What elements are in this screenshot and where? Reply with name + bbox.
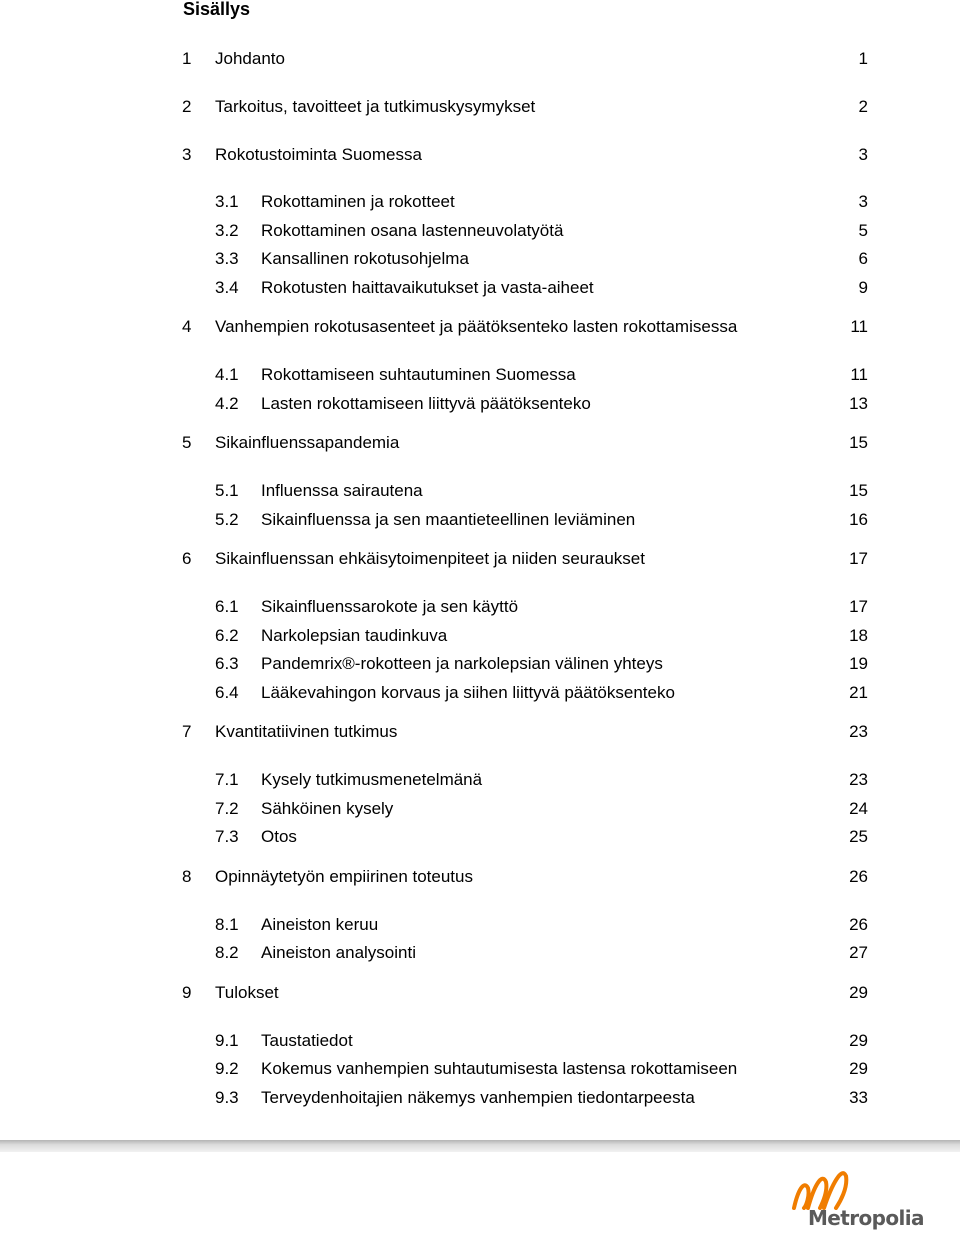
toc-page-number: 11	[850, 365, 868, 384]
toc-subentry[interactable]	[0, 220, 960, 242]
toc-label: Kokemus vanhempien suhtautumisesta lastensa rokottamiseen	[261, 1059, 738, 1078]
toc-subentry[interactable]	[0, 596, 960, 618]
toc-number: 4.1	[215, 365, 239, 384]
toc-subentry[interactable]	[0, 1087, 960, 1109]
toc-entry[interactable]	[0, 96, 960, 118]
toc-number: 3	[182, 145, 192, 164]
toc-page-number: 29	[849, 983, 868, 1002]
toc-label: Lääkevahingon korvaus ja siihen liittyvä päätöksenteko	[261, 683, 675, 702]
toc-entry[interactable]	[0, 316, 960, 338]
toc-label: Sikainfluenssapandemia	[215, 433, 400, 452]
toc-label: Kysely tutkimusmenetelmänä	[261, 770, 483, 789]
toc-entry[interactable]	[0, 144, 960, 166]
toc-number: 5.1	[215, 481, 239, 500]
toc-label: Aineiston keruu	[261, 915, 379, 934]
toc-label: Narkolepsian taudinkuva	[261, 626, 448, 645]
toc-label: Terveydenhoitajien näkemys vanhempien tiedontarpeesta	[261, 1088, 695, 1107]
toc-page-number: 16	[849, 510, 868, 529]
logo-text: Metropolia	[808, 1206, 924, 1230]
toc-entry[interactable]	[0, 866, 960, 888]
toc-number: 4	[182, 317, 192, 336]
toc-subentry[interactable]	[0, 625, 960, 647]
toc-subentry[interactable]	[0, 682, 960, 704]
toc-page-number: 33	[849, 1088, 868, 1107]
toc-label: Influenssa sairautena	[261, 481, 423, 500]
toc-entry[interactable]	[0, 432, 960, 454]
toc-number: 5.2	[215, 510, 239, 529]
toc-number: 1	[182, 49, 192, 68]
toc-page-number: 27	[849, 943, 868, 962]
toc-number: 9.1	[215, 1031, 239, 1050]
toc-page-number: 17	[849, 597, 868, 616]
toc-entry[interactable]	[0, 48, 960, 70]
toc-number: 8	[182, 867, 192, 886]
toc-label: Sikainfluenssarokote ja sen käyttö	[261, 597, 519, 616]
toc-page-number: 29	[849, 1031, 868, 1050]
metropolia-mark-icon	[788, 1166, 928, 1210]
toc-label: Tulokset	[215, 983, 279, 1002]
toc-number: 7	[182, 722, 192, 741]
toc-page-number: 23	[849, 722, 868, 741]
toc-number: 2	[182, 97, 192, 116]
toc-number: 9	[182, 983, 192, 1002]
page-title: Sisällys	[183, 0, 251, 19]
toc-label: Tarkoitus, tavoitteet ja tutkimuskysymykset	[215, 97, 536, 116]
toc-label: Otos	[261, 827, 297, 846]
toc-label: Johdanto	[215, 49, 285, 68]
toc-page-number: 18	[849, 626, 868, 645]
toc-page-number: 23	[849, 770, 868, 789]
toc-page-number: 2	[858, 97, 868, 116]
toc-page-number: 11	[850, 317, 868, 336]
toc-number: 6.3	[215, 654, 239, 673]
toc-number: 4.2	[215, 394, 239, 413]
toc-subentry[interactable]	[0, 191, 960, 213]
toc-number: 8.1	[215, 915, 239, 934]
toc-label: Rokottamiseen suhtautuminen Suomessa	[261, 365, 576, 384]
toc-subentry[interactable]	[0, 914, 960, 936]
toc-label: Taustatiedot	[261, 1031, 353, 1050]
toc-page-number: 24	[849, 799, 868, 818]
toc-subentry[interactable]	[0, 1030, 960, 1052]
toc-entry[interactable]	[0, 982, 960, 1004]
toc-label: Sähköinen kysely	[261, 799, 394, 818]
toc-subentry[interactable]	[0, 364, 960, 386]
toc-label: Aineiston analysointi	[261, 943, 416, 962]
toc-subentry[interactable]	[0, 826, 960, 848]
metropolia-logo	[788, 1166, 928, 1232]
toc-number: 5	[182, 433, 192, 452]
toc-subentry[interactable]	[0, 942, 960, 964]
toc-subentry[interactable]	[0, 393, 960, 415]
toc-entry[interactable]	[0, 548, 960, 570]
toc-number: 6.2	[215, 626, 239, 645]
toc-label: Rokotustoiminta Suomessa	[215, 145, 422, 164]
toc-subentry[interactable]	[0, 1058, 960, 1080]
toc-label: Vanhempien rokotusasenteet ja päätöksenteko lasten rokottamisessa	[215, 317, 738, 336]
toc-subentry[interactable]	[0, 769, 960, 791]
toc-page-number: 25	[849, 827, 868, 846]
toc-number: 8.2	[215, 943, 239, 962]
toc-subentry[interactable]	[0, 653, 960, 675]
toc-label: Rokottaminen osana lastenneuvolatyötä	[261, 221, 564, 240]
toc-number: 3.4	[215, 278, 239, 297]
toc-label: Opinnäytetyön empiirinen toteutus	[215, 867, 473, 886]
toc-page-number: 26	[849, 867, 868, 886]
toc-subentry[interactable]	[0, 277, 960, 299]
toc-entry[interactable]	[0, 721, 960, 743]
toc-label: Sikainfluenssan ehkäisytoimenpiteet ja niiden seuraukset	[215, 549, 645, 568]
toc-number: 7.2	[215, 799, 239, 818]
toc-subentry[interactable]	[0, 509, 960, 531]
toc-number: 6.4	[215, 683, 239, 702]
toc-page-number: 21	[849, 683, 868, 702]
toc-number: 9.3	[215, 1088, 239, 1107]
toc-number: 3.3	[215, 249, 239, 268]
toc-number: 3.1	[215, 192, 239, 211]
toc-number: 7.1	[215, 770, 239, 789]
toc-number: 9.2	[215, 1059, 239, 1078]
toc-page-number: 3	[858, 145, 868, 164]
toc-page-number: 5	[858, 221, 868, 240]
toc-label: Lasten rokottamiseen liittyvä päätöksenteko	[261, 394, 591, 413]
toc-page-number: 1	[858, 49, 868, 68]
toc-page-number: 17	[849, 549, 868, 568]
toc-label: Kansallinen rokotusohjelma	[261, 249, 469, 268]
toc-page-number: 15	[849, 481, 868, 500]
toc-subentry[interactable]	[0, 248, 960, 270]
toc-label: Rokotusten haittavaikutukset ja vasta-aiheet	[261, 278, 594, 297]
toc-number: 6	[182, 549, 192, 568]
toc-label: Pandemrix®-rokotteen ja narkolepsian välinen yhteys	[261, 654, 663, 673]
toc-number: 7.3	[215, 827, 239, 846]
toc-page-number: 6	[858, 249, 868, 268]
toc-label: Rokottaminen ja rokotteet	[261, 192, 455, 211]
toc-page-number: 13	[849, 394, 868, 413]
toc-number: 6.1	[215, 597, 239, 616]
toc-subentry[interactable]	[0, 798, 960, 820]
toc-number: 3.2	[215, 221, 239, 240]
toc-page-number: 9	[858, 278, 868, 297]
footer-divider	[0, 1140, 960, 1152]
toc-page-number: 19	[849, 654, 868, 673]
toc-subentry[interactable]	[0, 480, 960, 502]
toc-page-number: 29	[849, 1059, 868, 1078]
toc-page-number: 26	[849, 915, 868, 934]
toc-label: Sikainfluenssa ja sen maantieteellinen leviäminen	[261, 510, 636, 529]
toc-label: Kvantitatiivinen tutkimus	[215, 722, 398, 741]
toc-page-number: 15	[849, 433, 868, 452]
toc-page-number: 3	[858, 192, 868, 211]
